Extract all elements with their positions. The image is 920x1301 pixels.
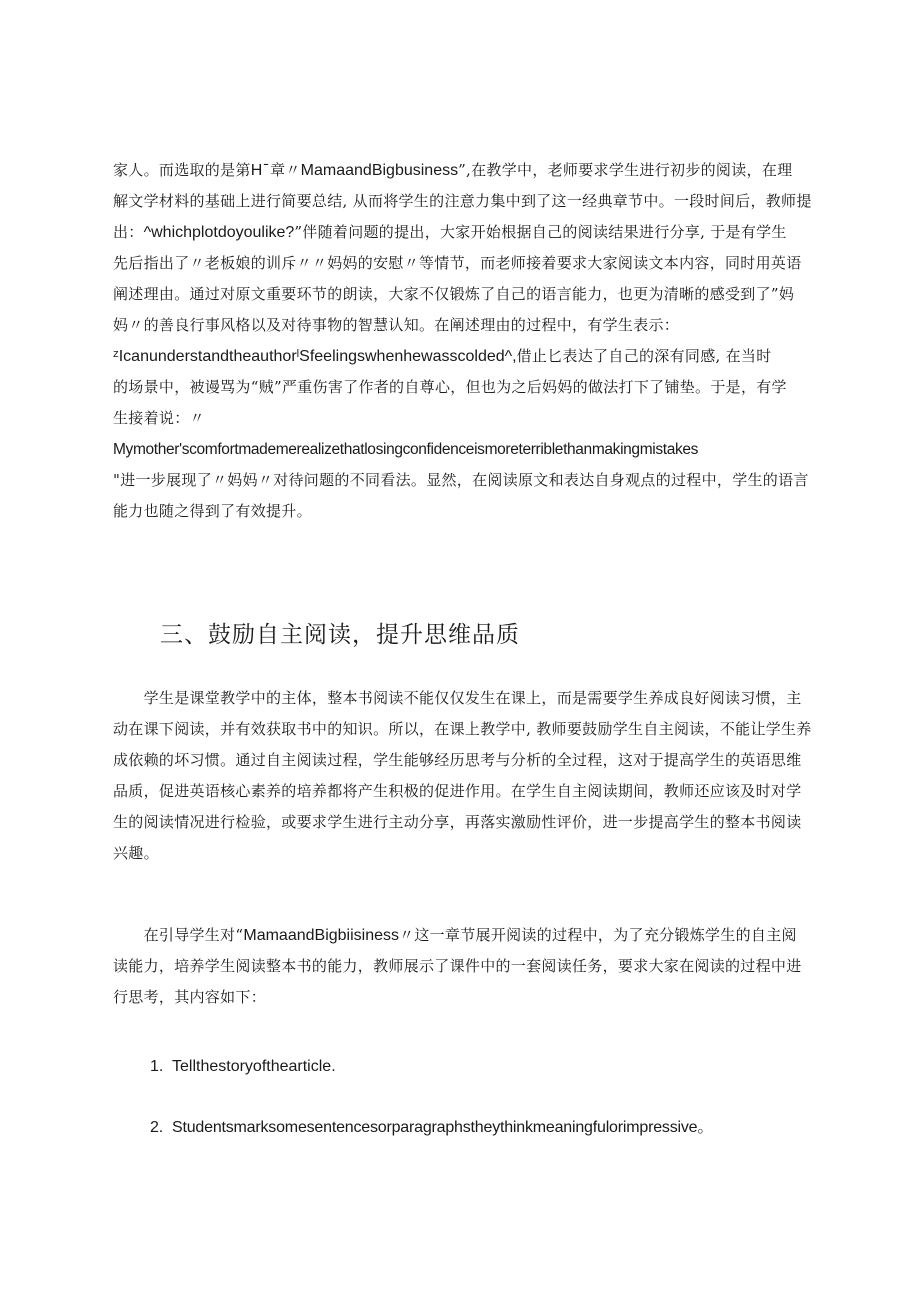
paragraph-reading-tasks (113, 920, 813, 1013)
text-line: 先后指出了〃老板娘的训斥〃〃妈妈的安慰〃等情节，而老师接着要求大家阅读文本内容，同时用英语 (113, 254, 802, 272)
paragraph-story-discussion (113, 155, 813, 527)
text-line: 家人。而选取的是第Hˉ章〃MamaandBigbusiness”,在教学中，老师要求学生进行初步的阅读，在理 (113, 161, 793, 179)
text-line: Mymother'scomfortmademerealizethatlosingconfidenceismoreterriblethanmakingmistakes (113, 441, 699, 458)
list-number: 1. (150, 1058, 164, 1075)
text-line: 生的阅读情况进行检验，或要求学生进行主动分享，再落实激励性评价，进一步提高学生的整本书阅读 (113, 813, 802, 831)
text-line: 的场景中，被谩骂为“贼”严重伤害了作者的自尊心，但也为之后妈妈的做法打下了铺垫。于是，有学 (113, 378, 787, 396)
text-line: 学生是课堂教学中的主体，整本书阅读不能仅仅发生在课上，而是需要学生养成良好阅读习惯，主 (113, 689, 802, 707)
text-line: 生接着说：〃 (113, 409, 205, 427)
text-line: 动在课下阅读，并有效获取书中的知识。所以，在课上教学中, 教师要鼓励学生自主阅读，不能让学生养 (113, 720, 812, 738)
text-line: 兴趣。 (113, 844, 159, 862)
text-line: 读能力，培养学生阅读整本书的能力，教师展示了课件中的一套阅读任务，要求大家在阅读的过程中进 (113, 957, 802, 975)
text-line: 妈〃的善良行事风格以及对待事物的智慧认知。在阐述理由的过程中，有学生表示： (113, 316, 680, 334)
text-line: 阐述理由。通过对原文重要环节的朗读，大家不仅锻炼了自己的语言能力，也更为清晰的感受到了”妈 (113, 285, 795, 303)
list-item (150, 1114, 713, 1137)
text-line: 能力也随之得到了有效提升。 (113, 502, 312, 520)
paragraph-autonomous-reading (113, 683, 813, 869)
text-line: 成依赖的坏习惯。通过自主阅读过程，学生能够经历思考与分析的全过程，这对于提高学生的英语思维 (113, 751, 802, 769)
text-line: 在引导学生对“MamaandBigbiisiness〃这一章节展开阅读的过程中，为了充分锻炼学生的自主阅 (113, 926, 797, 944)
text-line: 行思考，其内容如下： (113, 988, 267, 1006)
list-item (150, 1058, 336, 1076)
text-line: "进一步展现了〃妈妈〃对待问题的不同看法。显然，在阅读原文和表达自身观点的过程中，学生的语言 (113, 471, 809, 489)
list-number: 2. (150, 1119, 163, 1136)
section-heading: 三、鼓励自主阅读，提升思维品质 (160, 622, 520, 648)
list-text: Tellthestoryofthearticle. (172, 1058, 336, 1075)
text-line: 品质，促进英语核心素养的培养都将产生积极的促进作用。在学生自主阅读期间，教师还应该及时对学 (113, 782, 802, 800)
list-text: Studentsmarksomesentencesorparagraphstheythinkmeaningfulorimpressive。 (172, 1119, 714, 1136)
text-line: ᶻIcanunderstandtheauthorˡSfeelingswhenhewasscolded^,借止匕表达了自己的深有同感, 在当时 (113, 347, 772, 365)
text-line: 出：^whichplotdoyoulike?”伴随着问题的提出，大家开始根据自己的阅读结果进行分享, 于是有学生 (113, 223, 787, 241)
text-line: 解文学材料的基础上进行简要总结, 从而将学生的注意力集中到了这一经典章节中。一段时间后，教师提 (113, 192, 812, 210)
